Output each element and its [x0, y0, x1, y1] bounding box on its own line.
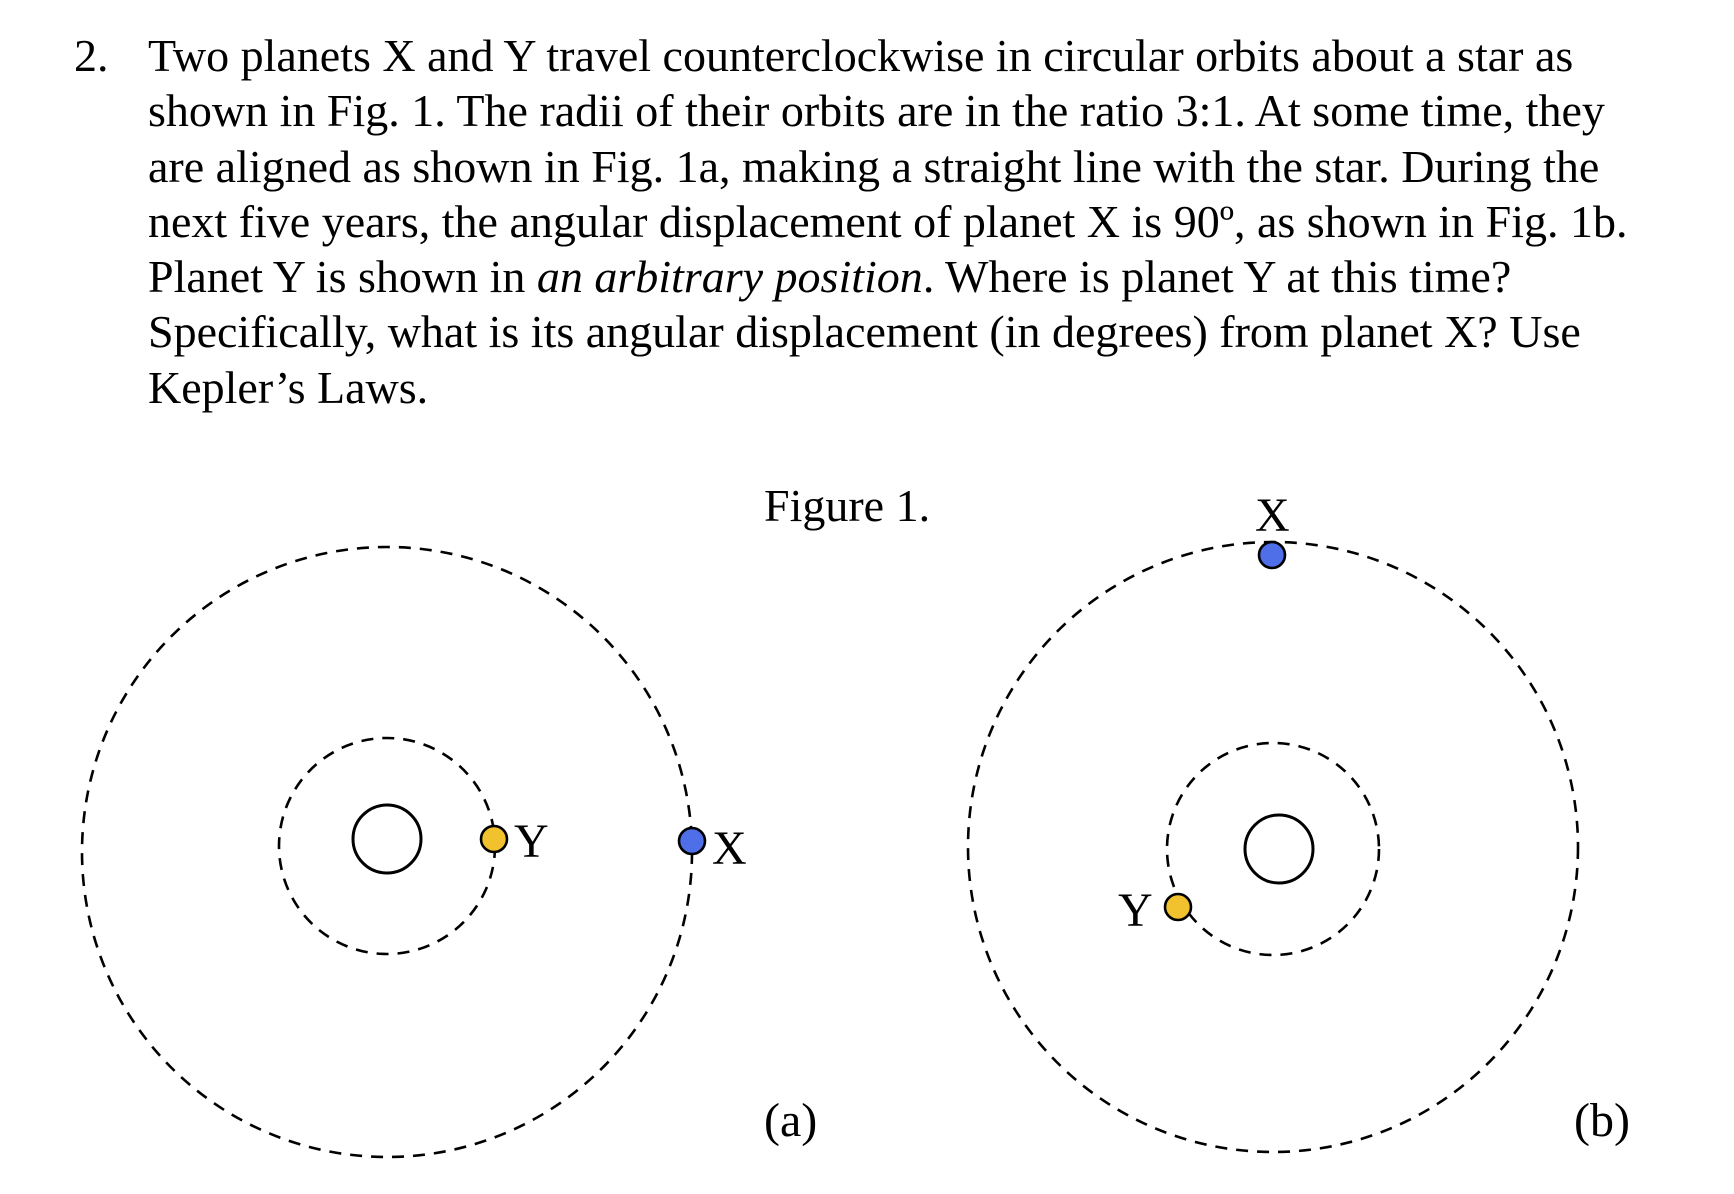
- problem-line-5-italic: an arbitrary position: [536, 251, 923, 303]
- problem-line-7: Kepler’s Laws.: [148, 361, 429, 413]
- panel-a-planet-x-label: X: [712, 822, 747, 875]
- panel-b-planet-y: [1165, 894, 1191, 920]
- problem-line-3: are aligned as shown in Fig. 1a, making a straight line with the star. During the: [148, 140, 1600, 192]
- problem-line-1: Two planets X and Y travel counterclockwise in circular orbits about a star as: [148, 30, 1574, 81]
- panel-b-label: (b): [1574, 1094, 1630, 1147]
- panel-a-planet-y: [481, 826, 507, 852]
- panel-a-planet-y-label: Y: [514, 815, 549, 868]
- problem-line-5-start: Planet Y is shown in: [148, 251, 537, 303]
- panel-a-star: [353, 805, 421, 873]
- problem-line-2: shown in Fig. 1. The radii of their orbits are in the ratio 3:1. At some time, they: [148, 85, 1605, 137]
- panel-b-planet-x: [1259, 542, 1285, 568]
- panel-b-star: [1245, 815, 1313, 883]
- panel-b: [968, 489, 1630, 1152]
- problem-number: 2.: [74, 30, 109, 81]
- panel-a: [82, 547, 817, 1157]
- problem-line-5-end: . Where is planet Y at this time?: [922, 251, 1512, 303]
- problem-line-6: Specifically, what is its angular displacement (in degrees) from planet X? Use: [148, 306, 1581, 358]
- panel-a-planet-x: [679, 828, 705, 854]
- panel-b-planet-x-label: X: [1255, 489, 1290, 542]
- panel-a-label: (a): [764, 1094, 818, 1147]
- figure-caption: Figure 1.: [764, 480, 931, 531]
- problem-line-4: next five years, the angular displacement of planet X is 90º, as shown in Fig. 1b.: [148, 195, 1628, 247]
- panel-b-planet-y-label: Y: [1118, 884, 1153, 937]
